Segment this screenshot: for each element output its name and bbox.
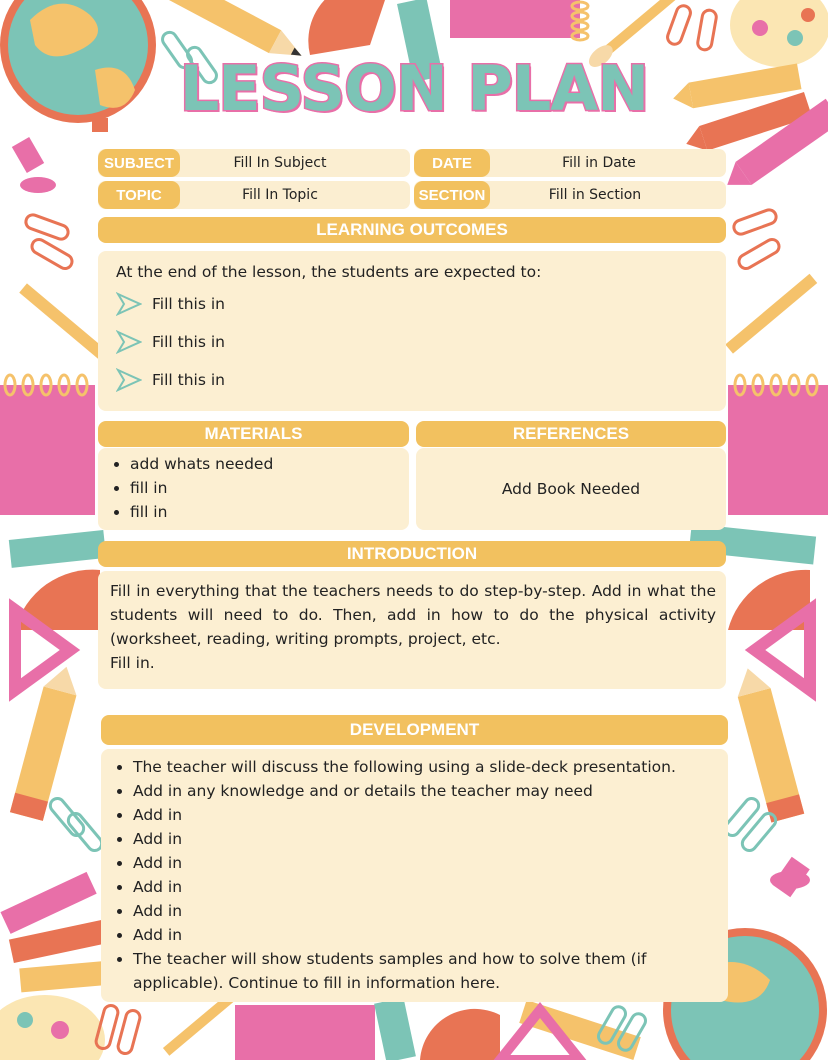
materials-panel [98, 448, 409, 530]
references-panel [416, 448, 726, 530]
development-item: • The teacher will discuss the following using a slide-deck presentation. [133, 755, 714, 779]
development-item: • Add in [133, 875, 714, 899]
outcomes-intro: At the end of the lesson, the students are expected to: [116, 263, 542, 281]
introduction-text: Fill in everything that the teachers needs to do step-by-step. Add in what the students will need to do. Then, add in how to do the physical activity (worksheet, reading, writing prompts, project, etc. [110, 582, 716, 648]
materials-header: MATERIALS [98, 421, 409, 447]
section-value[interactable]: Fill in Section [548, 187, 642, 203]
development-item: • Add in [133, 827, 714, 851]
materials-item: • fill in [130, 476, 409, 500]
topic-value[interactable]: Fill In Topic [242, 187, 318, 203]
outcome-item: Fill this in [116, 285, 225, 323]
date-label: DATE [414, 149, 490, 177]
subject-value[interactable]: Fill In Subject [233, 155, 327, 171]
arrow-icon [116, 292, 142, 316]
introduction-extra: Fill in. [110, 654, 155, 672]
arrow-icon [116, 368, 142, 392]
topic-label: TOPIC [98, 181, 180, 209]
notebook-icon [450, 0, 580, 38]
development-item: • Add in [133, 899, 714, 923]
introduction-panel [98, 571, 726, 689]
introduction-header: INTRODUCTION [98, 541, 726, 567]
outcome-item: Fill this in [116, 361, 225, 399]
development-item: • Add in [133, 923, 714, 947]
development-item: • Add in any knowledge and or details the teacher may need [133, 779, 714, 803]
development-header: DEVELOPMENT [101, 715, 728, 745]
protractor-icon [308, 0, 390, 55]
materials-item: • add whats needed [130, 452, 409, 476]
push-pin-icon [12, 137, 56, 193]
ruler-icon [9, 530, 106, 568]
arrow-icon [116, 330, 142, 354]
date-value[interactable]: Fill in Date [562, 155, 636, 171]
section-label: SECTION [414, 181, 490, 209]
learning-outcomes-panel [98, 251, 726, 411]
notebook-icon [0, 385, 95, 515]
development-item: • The teacher will show students samples and how to solve them (if applicable). Continue to fill in information here. [133, 947, 714, 995]
references-text: Add Book Needed [501, 480, 641, 498]
subject-label: SUBJECT [98, 149, 180, 177]
development-item: • Add in [133, 803, 714, 827]
outcome-item: Fill this in [116, 323, 225, 361]
paperclip-icon [666, 4, 718, 51]
references-header: REFERENCES [416, 421, 726, 447]
learning-outcomes-header: LEARNING OUTCOMES [98, 217, 726, 243]
development-item: • Add in [133, 851, 714, 875]
page-title: LESSON PLAN [179, 52, 649, 125]
materials-item: • fill in [130, 500, 409, 524]
development-panel [101, 749, 728, 1002]
